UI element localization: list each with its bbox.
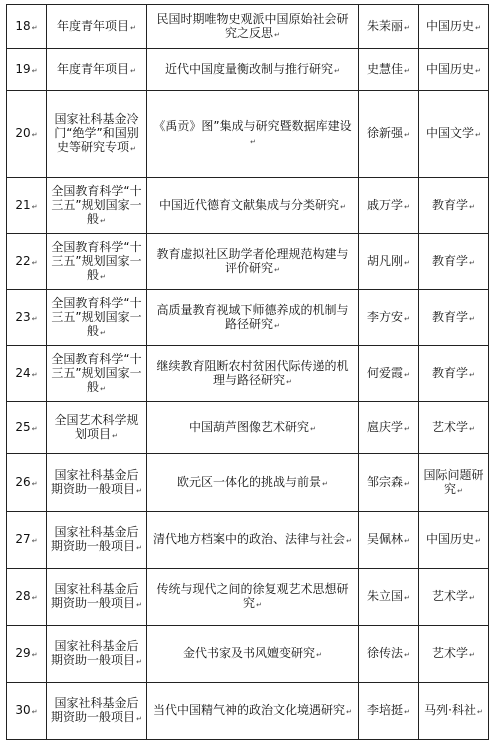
cell-number-text: 27 [15,532,31,546]
cell-project-type-text: 年度青年项目 [57,61,130,76]
cell-project-title-text: 近代中国度量衡改制与推行研究 [165,61,334,76]
cell-project-title [147,49,359,91]
cell-project-title [147,5,359,49]
cell-project-title [147,290,359,346]
cell-end-mark: ↵ [404,537,410,545]
table-row [7,234,489,290]
cell-discipline [419,91,489,178]
cell-project-title-text: 中国近代德育文献集成与分类研究 [159,197,340,212]
cell-discipline-text: 艺术学 [432,589,469,603]
cell-end-mark: ↵ [256,601,262,609]
cell-end-mark: ↵ [469,202,475,211]
cell-project-type-text: 国家社科基金后期资助一般项目 [51,467,139,496]
cell-project-title [147,346,359,402]
cell-number [7,178,47,234]
cell-end-mark: ↵ [136,544,142,552]
cell-end-mark: ↵ [31,202,38,211]
table-row [7,512,489,569]
cell-project-type [47,454,147,512]
cell-end-mark: ↵ [404,66,410,75]
cell-end-mark: ↵ [404,202,410,211]
cell-end-mark: ↵ [476,708,483,716]
cell-principal [359,5,419,49]
cell-project-title-text: 欧元区一体化的挑战与前景 [177,474,322,489]
cell-number-text: 25 [15,419,31,434]
cell-end-mark: ↵ [274,30,280,39]
cell-project-title [147,454,359,512]
cell-project-title-text: 传统与现代之间的徐复观艺术思想研究 [156,582,349,610]
cell-number-text: 30 [15,703,31,717]
cell-project-type [47,626,147,683]
cell-end-mark: ↵ [310,424,316,433]
cell-end-mark: ↵ [130,66,136,75]
cell-end-mark: ↵ [274,265,280,274]
cell-principal [359,178,419,234]
cell-discipline-text: 中国历史 [426,61,475,76]
cell-end-mark: ↵ [31,131,38,139]
cell-discipline [419,178,489,234]
cell-number [7,91,47,178]
cell-project-title-text: 《禹贡》图”集成与研究暨数据库建设 [153,119,352,133]
cell-project-type [47,512,147,569]
cell-end-mark: ↵ [31,66,38,75]
cell-end-mark: ↵ [31,258,38,267]
cell-end-mark: ↵ [100,328,106,337]
cell-discipline-text: 教育学 [432,309,469,324]
cell-end-mark: ↵ [469,314,475,323]
cell-project-type [47,5,147,49]
cell-end-mark: ↵ [475,23,481,32]
cell-number [7,683,47,740]
cell-project-type-text: 国家社科基金冷门“绝学”和国别史等研究专项 [54,112,139,154]
cell-discipline-text: 中国历史 [426,532,475,546]
cell-end-mark: ↵ [316,651,322,659]
cell-end-mark: ↵ [469,651,475,659]
cell-principal-text: 邹宗森 [367,474,404,489]
cell-number-text: 21 [15,197,31,212]
cell-principal-text: 史慧佳 [367,61,404,76]
cell-discipline [419,290,489,346]
cell-discipline [419,569,489,626]
cell-end-mark: ↵ [340,202,346,211]
cell-project-type-text: 国家社科基金后期资助一般项目 [51,582,139,610]
table-row [7,683,489,740]
cell-end-mark: ↵ [457,486,463,495]
cell-principal-text: 胡凡刚 [367,253,404,268]
cell-principal-text: 朱立国 [367,589,404,603]
cell-principal [359,512,419,569]
cell-number [7,569,47,626]
cell-project-type [47,91,147,178]
table-row [7,454,489,512]
cell-project-title-text: 金代书家及书风嬗变研究 [183,646,316,660]
cell-project-title-text: 民国时期唯物史观派中国原始社会研究之反思 [156,11,349,40]
cell-project-type-text: 全国教育科学“十三五”规划国家一般 [51,351,142,394]
cell-discipline [419,512,489,569]
cell-discipline [419,346,489,402]
cell-discipline-text: 艺术学 [432,646,469,660]
cell-project-title-text: 继续教育阻断农村贫困代际传递的机理与路径研究 [156,358,349,387]
cell-project-type [47,346,147,402]
cell-end-mark: ↵ [322,479,328,488]
cell-end-mark: ↵ [404,258,410,267]
table-row [7,290,489,346]
cell-end-mark: ↵ [404,23,410,32]
cell-project-type-text: 全国艺术科学规划项目 [54,412,139,441]
cell-project-type [47,49,147,91]
cell-project-type-text: 全国教育科学“十三五”规划国家一般 [51,295,142,338]
cell-end-mark: ↵ [469,258,475,267]
table-row [7,49,489,91]
cell-end-mark: ↵ [31,651,38,659]
cell-project-title [147,569,359,626]
table-row [7,178,489,234]
cell-discipline-text: 中国历史 [426,18,475,33]
cell-end-mark: ↵ [404,314,410,323]
cell-end-mark: ↵ [250,138,256,146]
cell-number-text: 26 [15,474,31,489]
cell-project-title-text: 中国葫芦图像艺术研究 [189,419,310,434]
cell-number [7,290,47,346]
cell-principal-text: 李方安 [367,309,404,324]
cell-project-type-text: 全国教育科学“十三五”规划国家一般 [51,239,142,282]
cell-end-mark: ↵ [404,131,410,139]
cell-end-mark: ↵ [112,431,118,440]
cell-discipline-text: 教育学 [432,365,469,380]
cell-number-text: 22 [15,253,31,268]
cell-end-mark: ↵ [346,537,352,545]
cell-discipline [419,402,489,454]
cell-end-mark: ↵ [100,272,106,281]
table-row [7,402,489,454]
cell-end-mark: ↵ [130,23,136,32]
cell-end-mark: ↵ [404,479,410,488]
cell-discipline [419,5,489,49]
cell-end-mark: ↵ [404,424,410,433]
cell-end-mark: ↵ [31,370,38,379]
cell-end-mark: ↵ [136,658,142,666]
cell-number-text: 19 [15,61,31,76]
project-table-body [7,5,489,740]
cell-end-mark: ↵ [469,594,475,602]
cell-number [7,49,47,91]
cell-principal [359,346,419,402]
cell-principal [359,290,419,346]
cell-end-mark: ↵ [136,715,142,723]
cell-end-mark: ↵ [286,377,292,386]
cell-principal [359,626,419,683]
cell-project-type-text: 国家社科基金后期资助一般项目 [51,696,139,724]
cell-end-mark: ↵ [469,370,475,379]
cell-project-title-text: 教育虚拟社区助学者伦理规范构建与评价研究 [156,246,349,275]
cell-principal-text: 李培挺 [367,703,404,717]
cell-number [7,626,47,683]
cell-project-title [147,512,359,569]
cell-discipline-text: 艺术学 [432,419,469,434]
project-table [6,4,489,740]
cell-project-title-text: 当代中国精气神的政治文化境遇研究 [153,703,346,717]
cell-principal [359,234,419,290]
cell-number [7,454,47,512]
cell-end-mark: ↵ [100,384,106,393]
cell-principal-text: 朱茉丽 [367,18,404,33]
cell-end-mark: ↵ [130,145,136,153]
cell-discipline [419,454,489,512]
cell-discipline-text: 马列·科社 [424,703,476,717]
cell-end-mark: ↵ [136,486,142,495]
cell-number-text: 29 [15,646,31,660]
table-row [7,5,489,49]
cell-end-mark: ↵ [475,537,481,545]
cell-end-mark: ↵ [31,708,38,716]
cell-end-mark: ↵ [404,594,410,602]
cell-end-mark: ↵ [404,651,410,659]
cell-project-type [47,402,147,454]
cell-number-text: 20 [15,126,31,140]
cell-number-text: 28 [15,589,31,603]
cell-project-title [147,178,359,234]
cell-end-mark: ↵ [334,66,340,75]
cell-discipline-text: 教育学 [432,253,469,268]
cell-number [7,512,47,569]
cell-principal [359,91,419,178]
table-row [7,91,489,178]
cell-discipline [419,626,489,683]
cell-project-title-text: 高质量教育视域下师德养成的机制与路径研究 [156,302,349,331]
table-row [7,626,489,683]
cell-project-title-text: 清代地方档案中的政治、法律与社会 [153,532,346,546]
cell-project-type-text: 国家社科基金后期资助一般项目 [51,639,139,667]
cell-end-mark: ↵ [274,321,280,330]
cell-project-title [147,683,359,740]
cell-end-mark: ↵ [31,594,38,602]
cell-principal-text: 戚万学 [367,197,404,212]
cell-number [7,234,47,290]
cell-principal [359,569,419,626]
cell-principal [359,49,419,91]
cell-number [7,346,47,402]
cell-discipline-text: 国际问题研究 [423,467,484,496]
cell-principal [359,454,419,512]
cell-principal-text: 徐新强 [367,126,404,140]
cell-number [7,402,47,454]
cell-end-mark: ↵ [404,708,410,716]
cell-project-type [47,569,147,626]
cell-project-title [147,402,359,454]
cell-number [7,5,47,49]
cell-end-mark: ↵ [100,216,106,225]
cell-end-mark: ↵ [31,314,38,323]
cell-end-mark: ↵ [31,424,38,433]
cell-end-mark: ↵ [404,370,410,379]
cell-principal-text: 何爱霞 [367,365,404,380]
cell-discipline [419,683,489,740]
table-row [7,346,489,402]
cell-principal-text: 吴佩林 [367,532,404,546]
cell-project-type [47,290,147,346]
table-row [7,569,489,626]
cell-discipline-text: 教育学 [432,197,469,212]
cell-principal [359,683,419,740]
cell-end-mark: ↵ [475,131,481,139]
cell-project-type-text: 国家社科基金后期资助一般项目 [51,525,139,553]
cell-number-text: 23 [15,309,31,324]
cell-project-type-text: 全国教育科学“十三五”规划国家一般 [51,183,142,226]
cell-principal-text: 扈庆学 [367,419,404,434]
cell-project-title [147,626,359,683]
cell-project-title [147,234,359,290]
cell-discipline [419,49,489,91]
cell-project-title [147,91,359,178]
cell-end-mark: ↵ [31,537,38,545]
cell-end-mark: ↵ [346,708,352,716]
cell-number-text: 18 [15,18,31,33]
cell-principal-text: 徐传法 [367,646,404,660]
cell-end-mark: ↵ [469,424,475,433]
cell-principal [359,402,419,454]
cell-number-text: 24 [15,365,31,380]
cell-project-type [47,683,147,740]
cell-discipline [419,234,489,290]
cell-project-type-text: 年度青年项目 [57,18,130,33]
cell-end-mark: ↵ [136,601,142,609]
cell-end-mark: ↵ [31,479,38,488]
cell-end-mark: ↵ [475,66,481,75]
cell-discipline-text: 中国文学 [426,126,475,140]
cell-end-mark: ↵ [31,23,38,32]
cell-project-type [47,178,147,234]
cell-project-type [47,234,147,290]
